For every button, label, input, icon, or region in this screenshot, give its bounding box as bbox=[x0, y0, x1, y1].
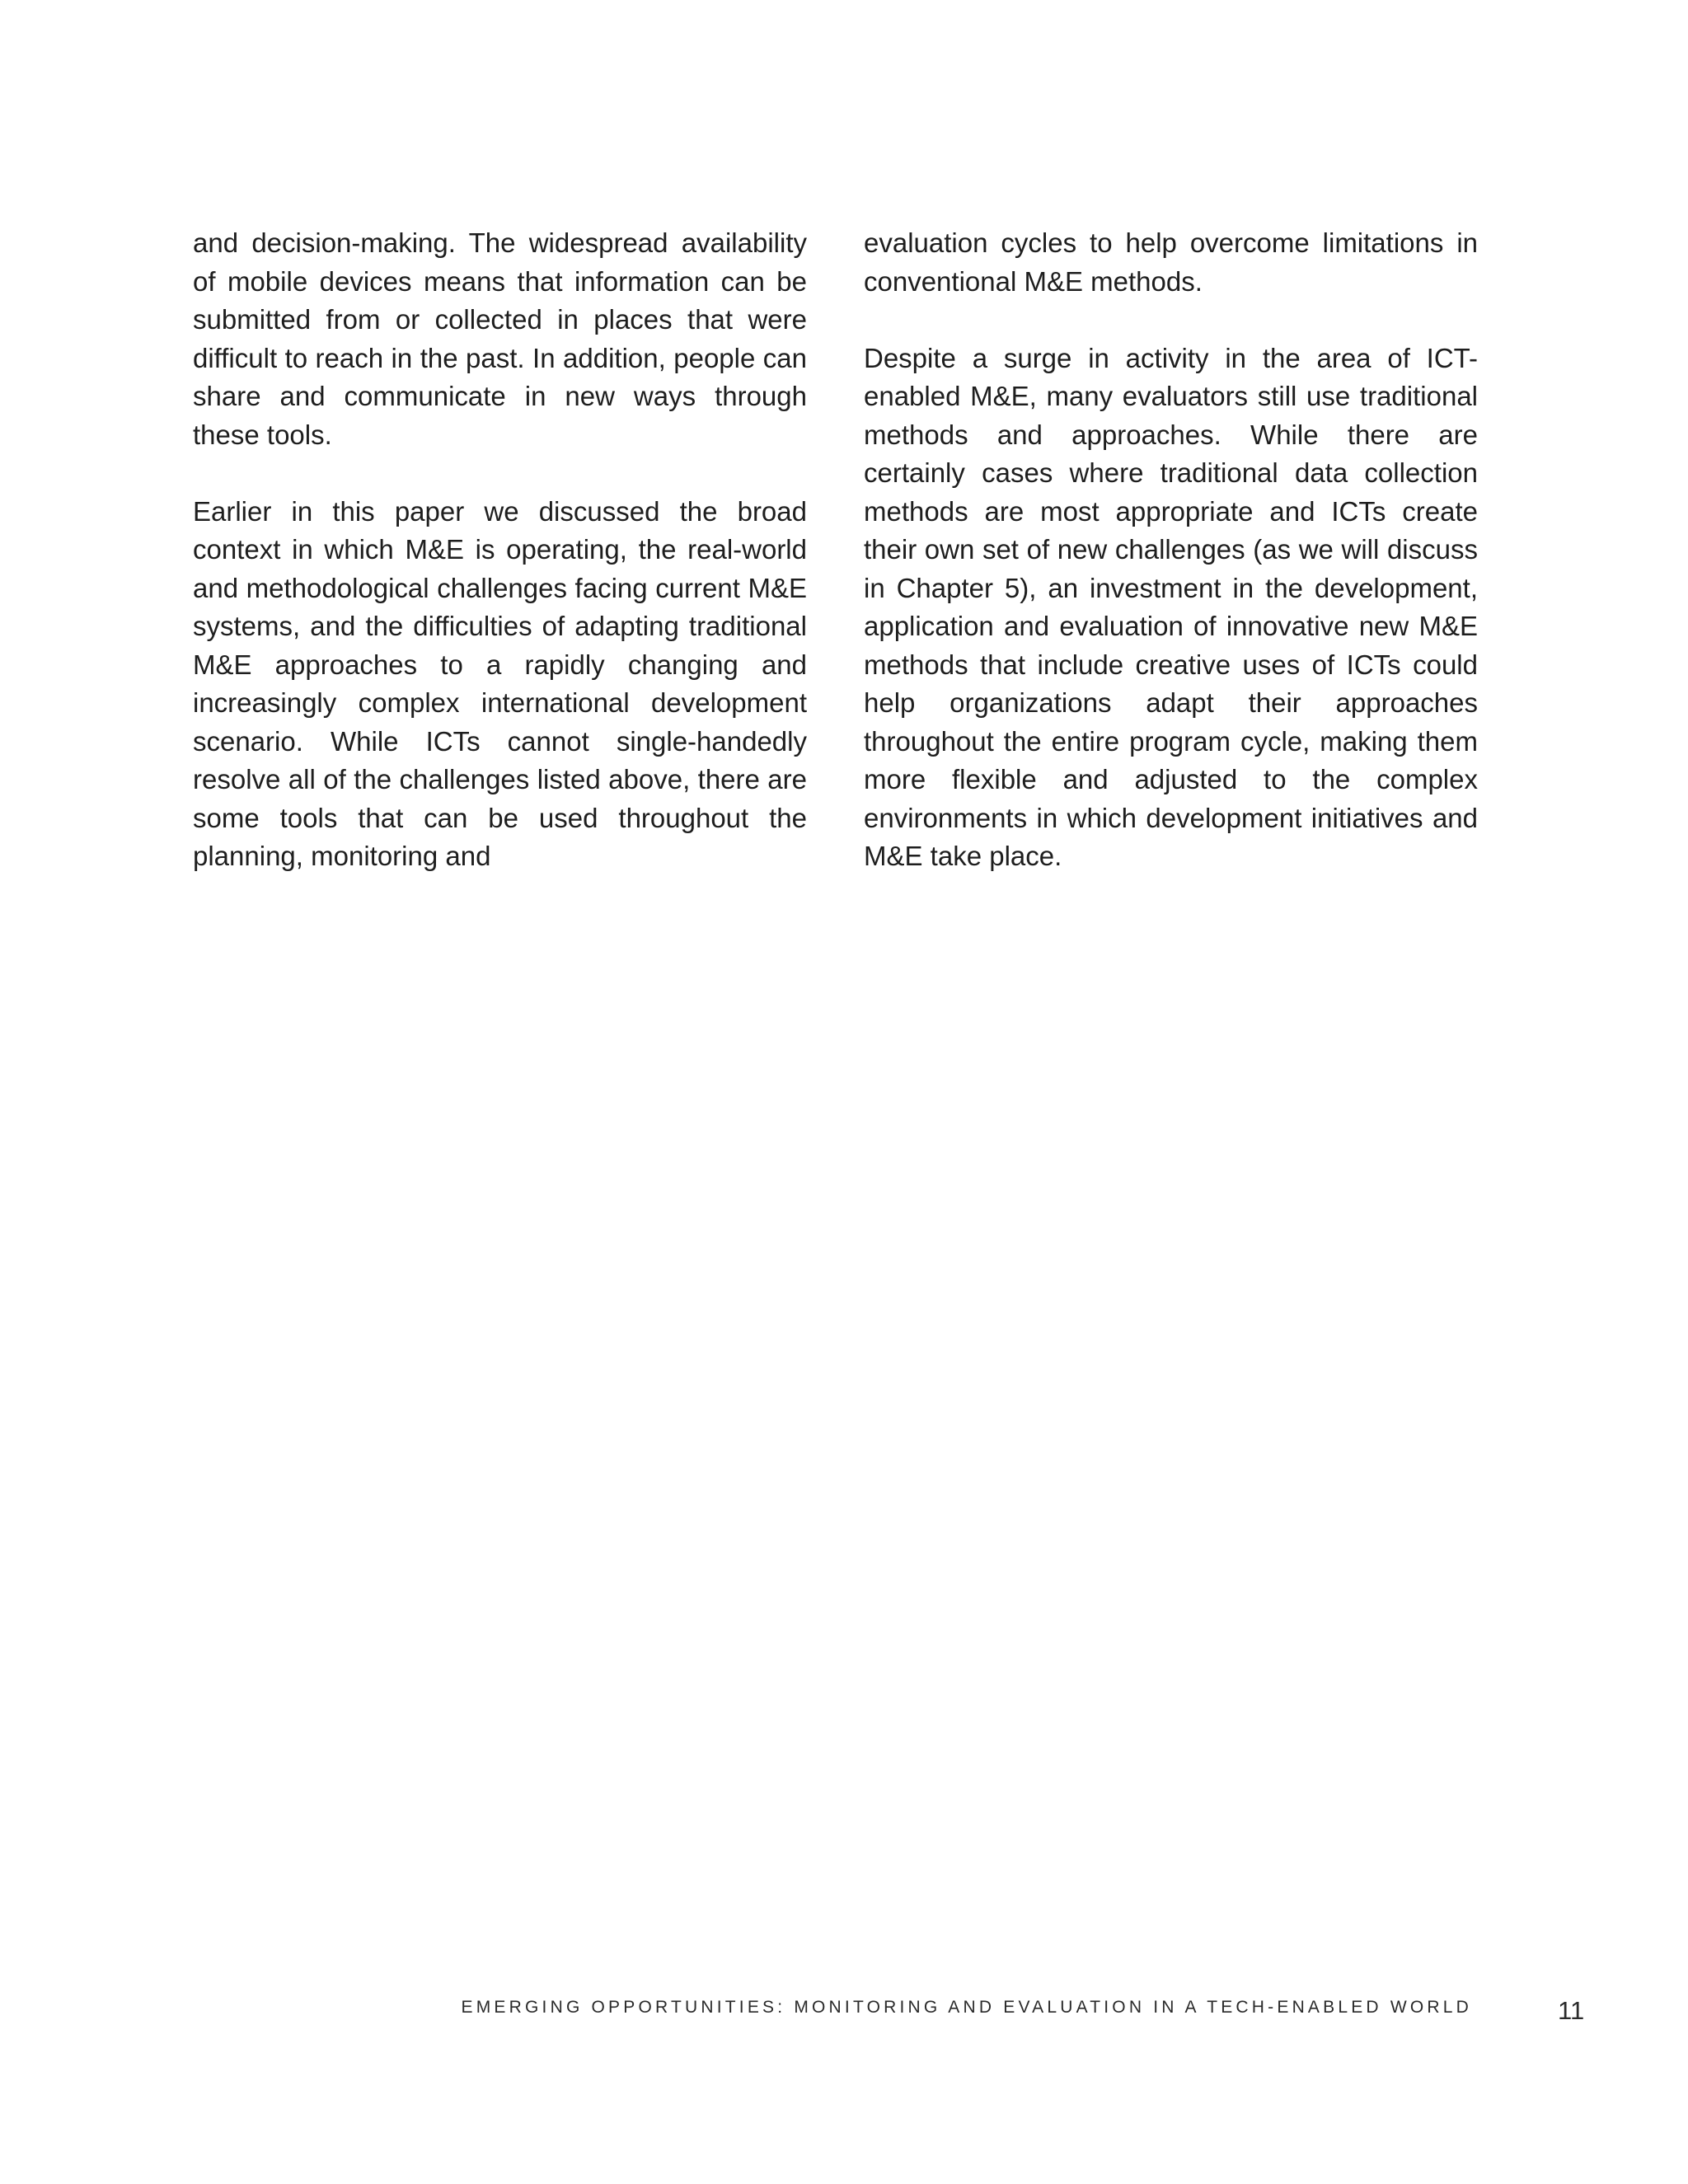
paragraph: evaluation cycles to help overcome limitations in conventional M&E methods. bbox=[864, 227, 1478, 297]
paragraph: and decision-making. The widespread availability of mobile devices means that information can be submitted from or collected in places that were difficult to reach in the past. In addition, people can share and communicate in new ways through these tools. bbox=[193, 227, 807, 450]
right-text-column bbox=[864, 224, 1478, 914]
paragraph: Despite a surge in activity in the area of ICT-enabled M&E, many evaluators still use traditional methods and approaches. While there are certainly cases where traditional data collection methods are most appropriate and ICTs create their own set of new challenges (as we will discuss in Chapter 5), an investment in the development, application and evaluation of innovative new M&E methods that include creative uses of ICTs could help organizations adapt their approaches throughout the entire program cycle, making them more flexible and adjusted to the complex environments in which development initiatives and M&E take place. bbox=[864, 342, 1478, 871]
running-footer-title: EMERGING OPPORTUNITIES: MONITORING AND EVALUATION IN A TECH-ENABLED WORLD bbox=[461, 1998, 1472, 2017]
left-text-column bbox=[193, 224, 807, 914]
paragraph: Earlier in this paper we discussed the broad context in which M&E is operating, the real-world and methodological challenges facing current M&E systems, and the difficulties of adapting traditional M&E approaches to a rapidly changing and increasingly complex international development scenario. While ICTs cannot single-handedly resolve all of the challenges listed above, there are some tools that can be used throughout the planning, monitoring and bbox=[193, 495, 807, 871]
page-number: 11 bbox=[1558, 1996, 1585, 2025]
